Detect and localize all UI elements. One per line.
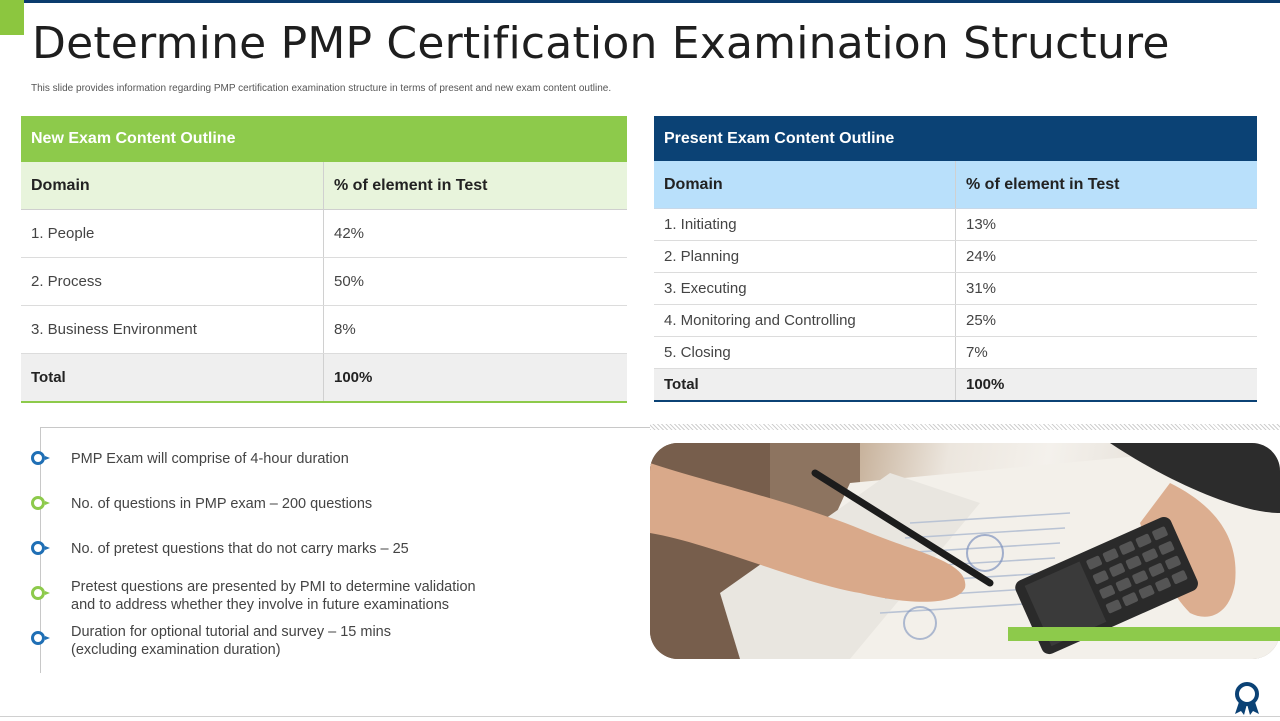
timeline-dot-icon <box>31 631 45 645</box>
header-percent: % of element in Test <box>956 161 1258 209</box>
cell-percent: 42% <box>324 210 628 258</box>
green-accent-bar <box>1008 627 1280 641</box>
corner-accent <box>0 0 24 35</box>
bullet-text <box>71 450 511 468</box>
list-item <box>31 540 511 558</box>
header-percent: % of element in Test <box>324 162 628 210</box>
hatched-divider <box>650 424 1280 430</box>
list-item <box>31 578 511 614</box>
table-header-row <box>21 162 627 210</box>
award-ribbon-icon <box>1231 680 1263 721</box>
cell-percent: 24% <box>956 241 1258 273</box>
cell-percent: 13% <box>956 209 1258 241</box>
table-caption-row <box>21 116 627 162</box>
total-label: Total <box>21 354 324 403</box>
total-label: Total <box>654 369 956 402</box>
top-accent-bar <box>0 0 1280 3</box>
cell-percent: 8% <box>324 306 628 354</box>
bullet-text <box>71 623 511 659</box>
table-total-row <box>21 354 627 403</box>
bullet-text <box>71 495 511 513</box>
page-subtitle: This slide provides information regarding PMP certification examination structure in terms of present and new exam content outline. <box>31 83 612 94</box>
total-value: 100% <box>324 354 628 403</box>
present-table-caption: Present Exam Content Outline <box>654 116 1257 161</box>
cell-percent: 50% <box>324 258 628 306</box>
timeline-dot-icon <box>31 496 45 510</box>
bullet-text <box>71 540 511 558</box>
new-table-caption: New Exam Content Outline <box>21 116 627 162</box>
bullet-line: and to address whether they involve in future examinations <box>71 597 450 613</box>
table-row <box>654 337 1257 369</box>
table-header-row <box>654 161 1257 209</box>
cell-domain: 1. People <box>21 210 324 258</box>
cell-domain: 1. Initiating <box>654 209 956 241</box>
present-exam-table <box>654 116 1257 402</box>
cell-percent: 25% <box>956 305 1258 337</box>
list-item <box>31 623 511 659</box>
timeline-dot-icon <box>31 541 45 555</box>
table-row <box>654 209 1257 241</box>
table-row <box>21 306 627 354</box>
cell-domain: 5. Closing <box>654 337 956 369</box>
list-item <box>31 495 511 513</box>
total-value: 100% <box>956 369 1258 402</box>
cell-domain: 2. Planning <box>654 241 956 273</box>
cell-percent: 7% <box>956 337 1258 369</box>
bullet-line: (excluding examination duration) <box>71 642 281 658</box>
cell-domain: 3. Business Environment <box>21 306 324 354</box>
bullet-frame-line <box>40 427 652 428</box>
table-row <box>21 258 627 306</box>
timeline-dot-icon <box>31 586 45 600</box>
table-row <box>654 241 1257 273</box>
header-domain: Domain <box>21 162 324 210</box>
timeline-dot-icon <box>31 451 45 465</box>
cell-domain: 2. Process <box>21 258 324 306</box>
table-row <box>21 210 627 258</box>
new-exam-table <box>21 116 627 403</box>
cell-percent: 31% <box>956 273 1258 305</box>
header-domain: Domain <box>654 161 956 209</box>
cell-domain: 3. Executing <box>654 273 956 305</box>
bullet-line: No. of questions in PMP exam – 200 questions <box>71 496 373 512</box>
cell-domain: 4. Monitoring and Controlling <box>654 305 956 337</box>
list-item <box>31 450 511 468</box>
table-row <box>654 305 1257 337</box>
bullet-line: No. of pretest questions that do not carry marks – 25 <box>71 541 409 557</box>
table-caption-row <box>654 116 1257 161</box>
bottom-rule <box>0 716 1280 717</box>
page-title: Determine PMP Certification Examination Structure <box>32 18 1170 69</box>
bullet-line: Pretest questions are presented by PMI to determine validation <box>71 579 476 595</box>
bullet-line: Duration for optional tutorial and survey – 15 mins <box>71 624 391 640</box>
table-total-row <box>654 369 1257 402</box>
table-row <box>654 273 1257 305</box>
bullet-text <box>71 578 511 614</box>
bullet-line: PMP Exam will comprise of 4-hour duration <box>71 451 349 467</box>
